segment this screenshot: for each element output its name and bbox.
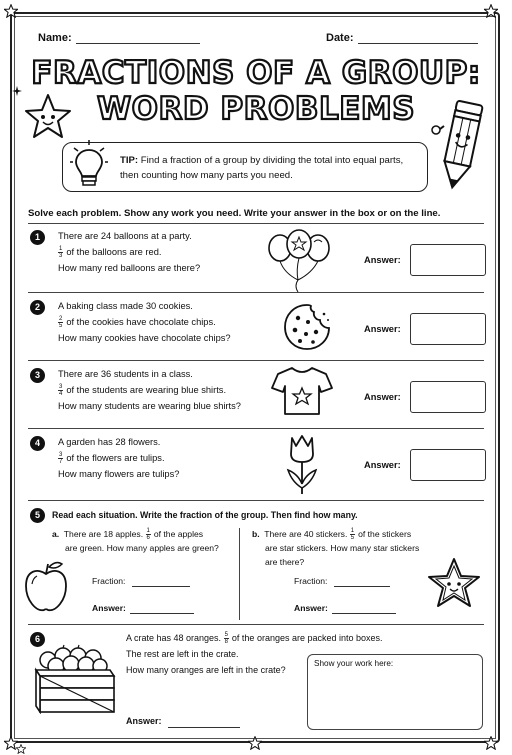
answer-label: Answer:	[364, 324, 401, 334]
problem-line: are there?	[265, 557, 305, 568]
answer-line-b[interactable]	[332, 613, 396, 614]
problem-line: are star stickers. How many star stickers	[265, 543, 420, 554]
fraction-denominator: 7	[59, 459, 63, 466]
divider	[28, 428, 484, 429]
answer-box-1[interactable]	[410, 244, 486, 276]
orange-crate-icon	[30, 644, 118, 714]
problem-line-rest: of the cookies have chocolate chips.	[66, 317, 216, 327]
problem-5a-text	[52, 527, 219, 555]
fraction-numerator: 1	[59, 246, 63, 253]
problem-line: How many flowers are tulips?	[58, 469, 180, 479]
corner-star-icon	[484, 736, 498, 750]
name-field[interactable]	[76, 43, 200, 44]
answer-line-a[interactable]	[130, 613, 194, 614]
problem-line-start: There are 18 apples.	[63, 529, 144, 539]
answer-label-a: Answer:	[92, 603, 126, 613]
problem-line: There are 36 students in a class.	[58, 369, 193, 379]
problem-2-text	[58, 298, 231, 346]
problem-line: How many oranges are left in the crate?	[126, 665, 286, 675]
fraction-numerator: 3	[59, 384, 63, 391]
divider	[28, 500, 484, 501]
fraction-denominator: 4	[59, 391, 63, 398]
problem-number: 4	[30, 436, 45, 451]
fraction-numerator: 5	[224, 632, 228, 639]
problem-line-rest: of the stickers	[358, 529, 412, 539]
answer-box-4[interactable]	[410, 449, 486, 481]
problem-5-instruction: Read each situation. Write the fraction of the group. Then find how many.	[52, 510, 358, 520]
divider	[28, 360, 484, 361]
problem-line: are green. How many apples are green?	[65, 543, 219, 554]
problem-line-start: There are 40 stickers.	[264, 529, 348, 539]
problem-line-start: A crate has 48 oranges.	[126, 633, 222, 643]
fraction-numerator: 1	[350, 528, 355, 535]
answer-label: Answer:	[364, 255, 401, 265]
fraction	[350, 528, 355, 541]
problem-line: The rest are left in the crate.	[126, 649, 239, 659]
fraction-denominator: 3	[59, 253, 63, 260]
fraction-denominator: 6	[146, 535, 150, 542]
fraction-numerator: 3	[59, 452, 63, 459]
work-area-label: Show your work here:	[314, 659, 394, 668]
fraction-denominator: 5	[59, 323, 63, 330]
problem-line-rest: of the students are wearing blue shirts.	[66, 385, 227, 395]
fraction	[58, 452, 63, 465]
fraction-label-b: Fraction:	[294, 576, 328, 586]
corner-star-icon	[4, 4, 18, 18]
fraction	[58, 316, 63, 329]
instructions: Solve each problem. Show any work you need. Write your answer in the box or on the line.	[28, 208, 441, 219]
fraction-numerator: 2	[59, 316, 63, 323]
problem-1-text	[58, 228, 200, 276]
problem-number: 3	[30, 368, 45, 383]
column-divider	[239, 528, 240, 620]
date-label: Date:	[326, 32, 354, 44]
answer-label: Answer:	[364, 460, 401, 470]
problem-number: 6	[30, 632, 45, 647]
problem-line-rest: of the apples	[153, 529, 204, 539]
problem-number: 1	[30, 230, 45, 245]
corner-star-icon	[16, 744, 26, 754]
problem-line: How many students are wearing blue shirts?	[58, 401, 241, 411]
pencil-character-icon	[430, 96, 490, 194]
corner-star-icon	[248, 736, 262, 750]
problem-line-rest: of the balloons are red.	[66, 247, 162, 257]
problem-line	[58, 450, 179, 466]
lightbulb-icon	[70, 138, 108, 190]
star-sticker-icon	[424, 556, 484, 614]
problem-line	[58, 382, 241, 398]
problem-line-rest: of the oranges are packed into boxes.	[231, 633, 383, 643]
problem-line	[52, 527, 219, 541]
sparkle-icon	[12, 86, 22, 96]
tshirt-icon	[270, 364, 334, 418]
problem-line-rest: of the flowers are tulips.	[66, 453, 165, 463]
problem-line: How many cookies have chocolate chips?	[58, 333, 231, 343]
smiling-star-icon	[22, 92, 74, 142]
fraction-denominator: 5	[350, 535, 355, 542]
fraction-line-b[interactable]	[334, 586, 390, 587]
fraction	[58, 246, 63, 259]
divider	[28, 292, 484, 293]
problem-line	[58, 244, 200, 260]
part-letter: a.	[52, 529, 60, 539]
problem-number: 5	[30, 508, 45, 523]
fraction-line-a[interactable]	[132, 586, 190, 587]
apple-icon	[22, 558, 70, 616]
fraction-label-a: Fraction:	[92, 576, 126, 586]
problem-line: There are 24 balloons at a party.	[58, 231, 192, 241]
name-label: Name:	[38, 32, 72, 44]
corner-star-icon	[484, 4, 498, 18]
problem-line: A baking class made 30 cookies.	[58, 301, 193, 311]
problem-4-text	[58, 434, 179, 482]
tip-body: Find a fraction of a group by dividing the total into equal parts, then counting how many parts you need.	[120, 155, 404, 181]
problem-5b-text	[252, 527, 419, 569]
divider	[28, 624, 484, 625]
problem-3-text	[58, 366, 241, 414]
answer-label: Answer:	[364, 392, 401, 402]
fraction	[224, 632, 229, 645]
answer-label-6: Answer:	[126, 716, 162, 726]
cookie-icon	[280, 300, 334, 354]
balloons-icon	[262, 228, 338, 294]
date-field[interactable]	[358, 43, 478, 44]
page-title-line1: FRACTIONS OF A GROUP:	[31, 55, 481, 91]
problem-line	[126, 630, 383, 646]
fraction	[58, 384, 63, 397]
tip-label: TIP:	[120, 155, 139, 166]
problem-line: A garden has 28 flowers.	[58, 437, 161, 447]
problem-line	[252, 527, 419, 541]
problem-line: How many red balloons are there?	[58, 263, 201, 273]
answer-box-3[interactable]	[410, 381, 486, 413]
problem-number: 2	[30, 300, 45, 315]
part-letter: b.	[252, 529, 260, 539]
answer-label-b: Answer:	[294, 603, 328, 613]
fraction-numerator: 1	[146, 528, 150, 535]
fraction	[146, 528, 151, 541]
answer-line-6[interactable]	[168, 727, 240, 728]
page-title-line2: WORD PROBLEMS	[96, 91, 416, 127]
answer-box-2[interactable]	[410, 313, 486, 345]
tulip-icon	[282, 432, 322, 496]
fraction-denominator: 8	[224, 639, 228, 646]
divider	[28, 223, 484, 224]
tip-text	[120, 153, 420, 183]
problem-line	[58, 314, 231, 330]
